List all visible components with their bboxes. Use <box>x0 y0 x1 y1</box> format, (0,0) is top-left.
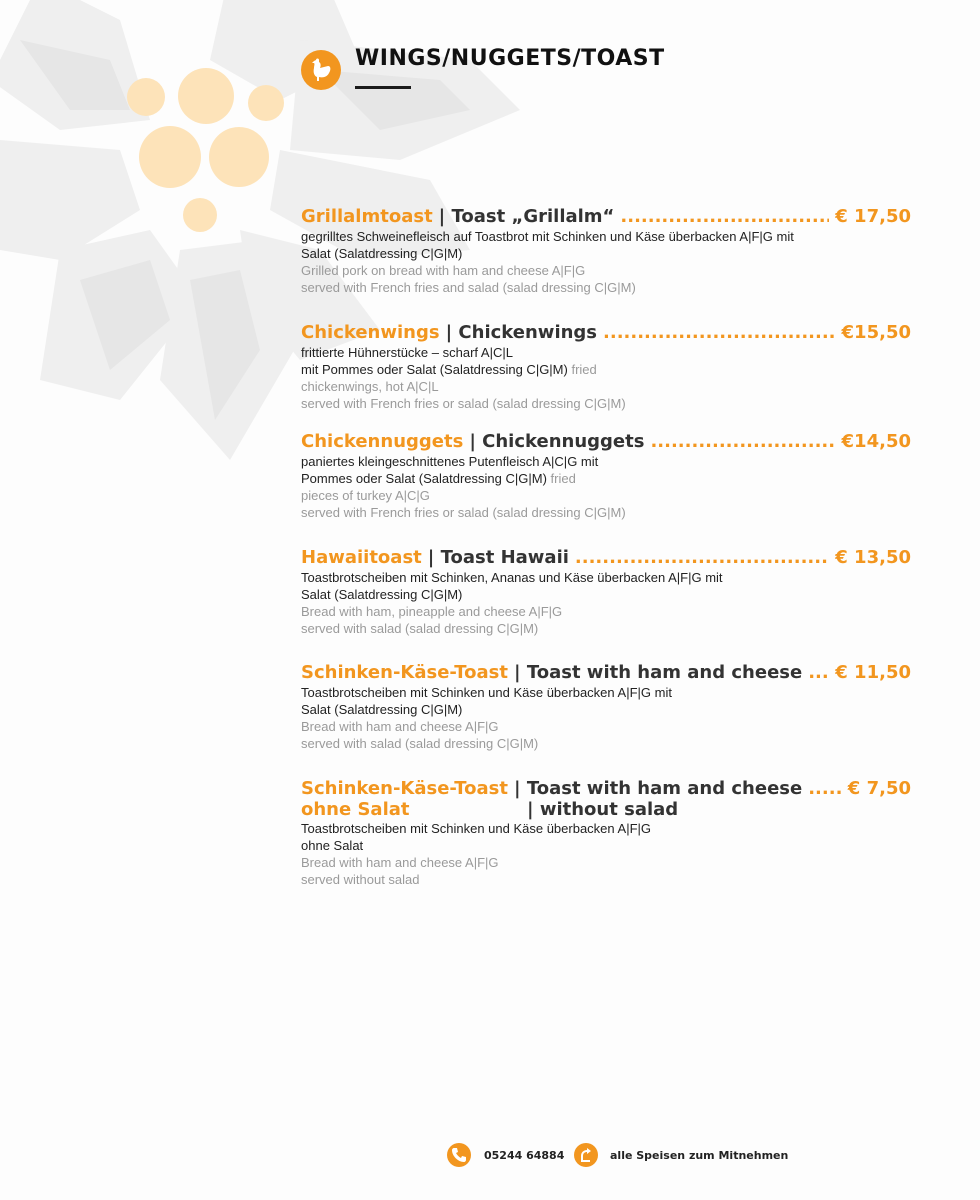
item-name-de-line2: ohne Salat <box>301 799 410 820</box>
item-price: €14,50 <box>841 431 911 452</box>
item-name-de: Schinken-Käse-Toast <box>301 662 508 683</box>
leader-dots <box>650 431 835 453</box>
page-title: WINGS/NUGGETS/TOAST <box>355 46 665 71</box>
footer-phone: 05244 64884 <box>484 1149 565 1162</box>
item-desc-de <box>301 361 911 378</box>
menu-item-grillalmtoast <box>301 206 911 296</box>
leader-dots <box>808 778 842 800</box>
item-name-en: | Chickennuggets <box>469 431 645 452</box>
menu-item-chickenwings <box>301 322 911 412</box>
item-desc-en: Grilled pork on bread with ham and cheese A|F|G <box>301 263 586 278</box>
menu-item-schinken-kaese-toast <box>301 662 911 752</box>
leader-dots <box>808 662 829 684</box>
menu-item-chickennuggets <box>301 431 911 521</box>
item-desc-de: Toastbrotscheiben mit Schinken und Käse überbacken A|F|G mit <box>301 685 672 700</box>
item-desc-de: Salat (Salatdressing C|G|M) <box>301 702 463 717</box>
item-desc-de: gegrilltes Schweinefleisch auf Toastbrot mit Schinken und Käse überbacken A|F|G mit <box>301 229 794 244</box>
item-desc-en: served with French fries and salad (salad dressing C|G|M) <box>301 280 636 295</box>
item-desc-en: Bread with ham and cheese A|F|G <box>301 855 499 870</box>
item-desc-en: served without salad <box>301 872 420 887</box>
item-name-de: Hawaiitoast <box>301 547 422 568</box>
takeaway-icon <box>574 1143 598 1167</box>
item-desc-en: chickenwings, hot A|C|L <box>301 379 439 394</box>
item-desc-de: Toastbrotscheiben mit Schinken, Ananas und Käse überbacken A|F|G mit <box>301 570 723 585</box>
item-desc-en: served with French fries or salad (salad dressing C|G|M) <box>301 396 626 411</box>
item-desc-de-text: Pommes oder Salat (Salatdressing C|G|M) <box>301 471 547 486</box>
item-name-en-line2: | without salad <box>527 799 679 820</box>
item-name-en: | Toast Hawaii <box>427 547 569 568</box>
item-desc-en: pieces of turkey A|C|G <box>301 488 430 503</box>
item-name-en: | Toast with ham and cheese <box>513 662 803 683</box>
footer-takeaway: alle Speisen zum Mitnehmen <box>610 1149 789 1162</box>
item-desc-de <box>301 470 911 487</box>
item-desc-de: Salat (Salatdressing C|G|M) <box>301 246 463 261</box>
item-desc-en: Bread with ham, pineapple and cheese A|F|G <box>301 604 563 619</box>
menu-item-hawaiitoast <box>301 547 911 637</box>
item-desc-en-inline: fried <box>571 362 597 377</box>
item-desc-de: paniertes kleingeschnittenes Putenfleisch A|C|G mit <box>301 454 599 469</box>
item-name-en: | Toast with ham and cheese <box>513 778 803 799</box>
phone-icon <box>447 1143 471 1167</box>
item-desc-de: frittierte Hühnerstücke – scharf A|C|L <box>301 345 513 360</box>
item-price: € 13,50 <box>835 547 911 568</box>
item-name-en: | Toast „Grillalm“ <box>438 206 615 227</box>
item-desc-de: Salat (Salatdressing C|G|M) <box>301 587 463 602</box>
item-desc-de: Toastbrotscheiben mit Schinken und Käse überbacken A|F|G <box>301 821 652 836</box>
leader-dots <box>603 322 836 344</box>
item-desc-en-inline: fried <box>550 471 576 486</box>
item-price: €15,50 <box>841 322 911 343</box>
item-desc-de: ohne Salat <box>301 838 364 853</box>
leader-dots <box>575 547 829 569</box>
title-underline <box>355 86 411 89</box>
item-desc-de-text: mit Pommes oder Salat (Salatdressing C|G|M) <box>301 362 568 377</box>
item-name-de: Chickennuggets <box>301 431 464 452</box>
item-desc-en: served with salad (salad dressing C|G|M) <box>301 621 539 636</box>
menu-item-schinken-kaese-toast-ohne-salat <box>301 778 911 888</box>
item-price: € 7,50 <box>847 778 911 799</box>
item-price: € 11,50 <box>835 662 911 683</box>
leader-dots <box>620 206 829 228</box>
item-name-en: | Chickenwings <box>445 322 598 343</box>
chicken-icon <box>301 50 341 90</box>
item-name-de: Schinken-Käse-Toast <box>301 778 508 799</box>
item-desc-en: Bread with ham and cheese A|F|G <box>301 719 499 734</box>
item-name-de: Chickenwings <box>301 322 440 343</box>
item-price: € 17,50 <box>835 206 911 227</box>
item-name-de: Grillalmtoast <box>301 206 433 227</box>
item-desc-en: served with French fries or salad (salad dressing C|G|M) <box>301 505 626 520</box>
item-desc-en: served with salad (salad dressing C|G|M) <box>301 736 539 751</box>
